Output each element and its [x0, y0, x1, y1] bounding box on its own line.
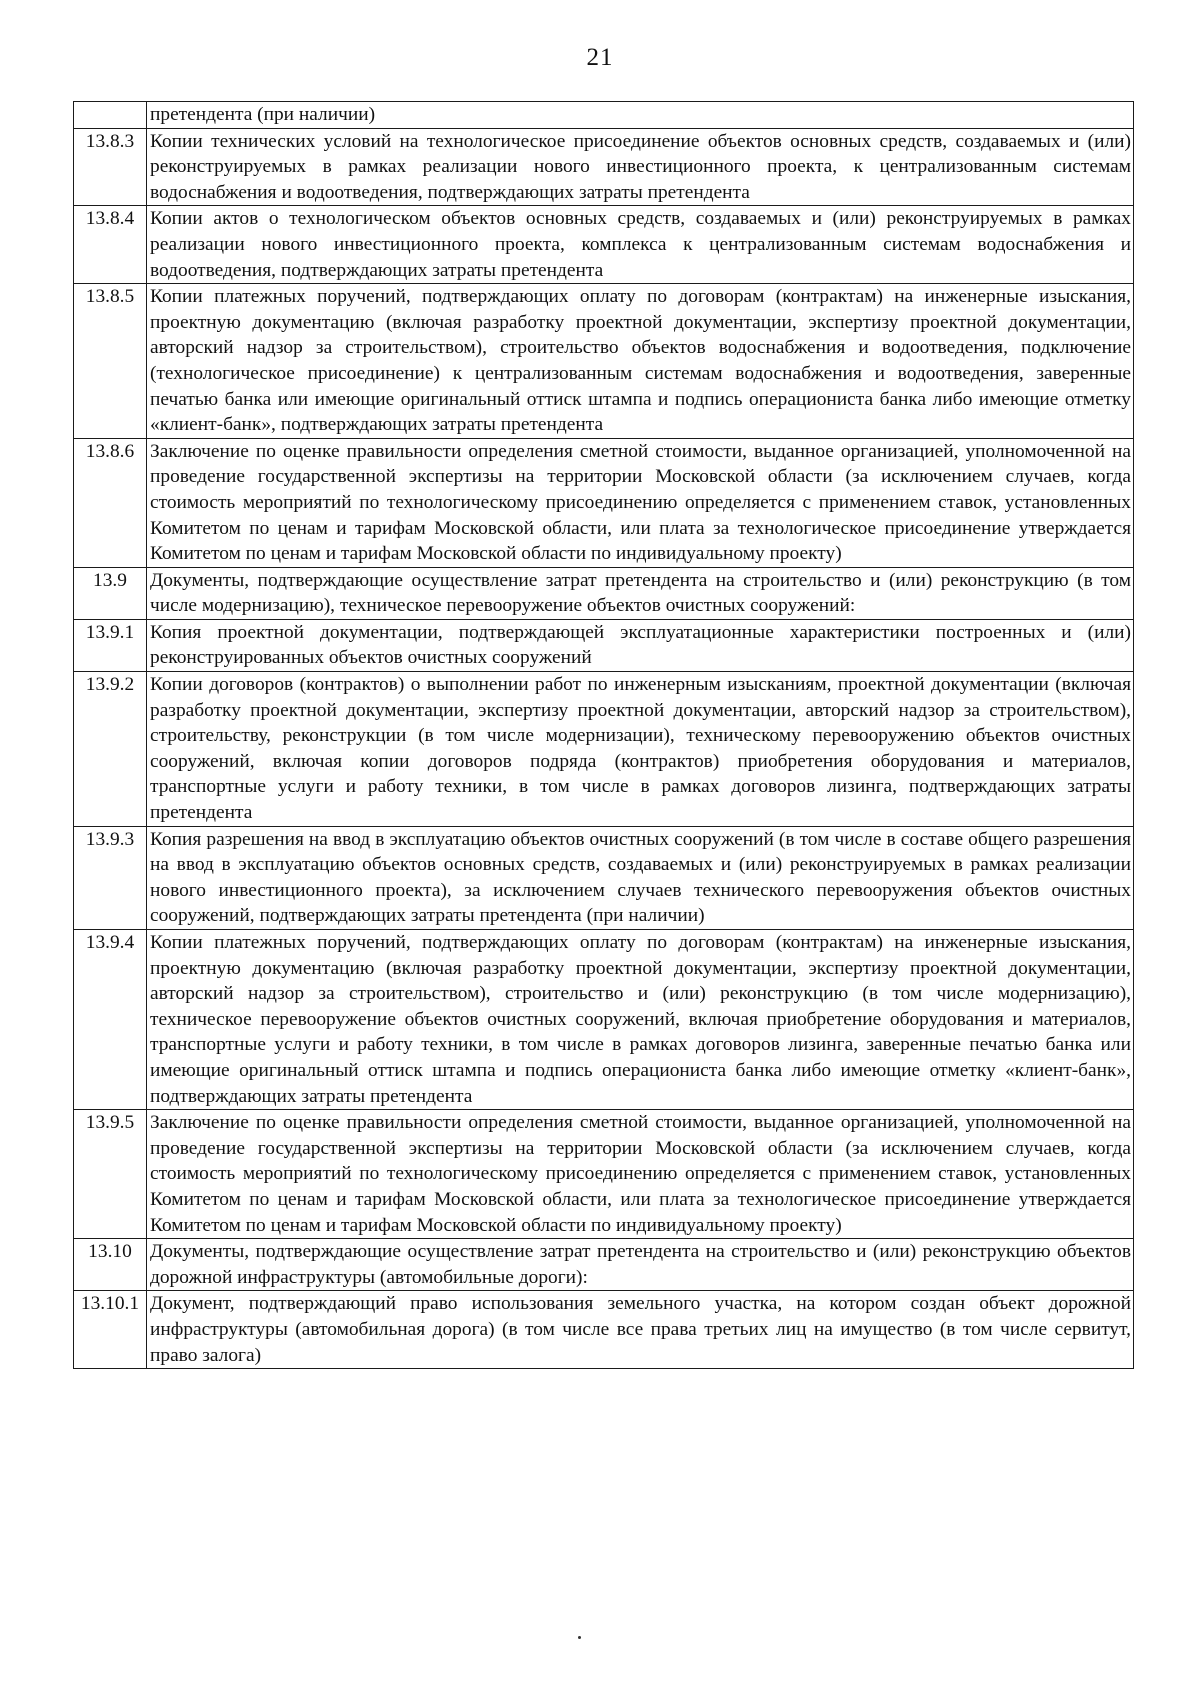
table-row [74, 128, 1134, 206]
item-number: 13.9.5 [74, 1110, 147, 1239]
item-text: Копии технических условий на технологическое присоединение объектов основных средств, создаваемых и (или) реконструируемых в рамках реализации нового инвестиционного проекта, к централизованным системам водоснабжения и водоотведения, подтверждающих затраты претендента [147, 128, 1134, 206]
item-number: 13.10.1 [74, 1291, 147, 1369]
item-text: Документы, подтверждающие осуществление затрат претендента на строительство и (или) реконструкцию (в том числе модернизацию), техническое перевооружение объектов очистных сооружений: [147, 567, 1134, 619]
item-number: 13.10 [74, 1239, 147, 1291]
item-text: Копии платежных поручений, подтверждающих оплату по договорам (контрактам) на инженерные изыскания, проектную документацию (включая разработку проектной документации, экспертизу проектной документации, авторский надзор за строительством), строительство и (или) реконструкцию (в том числе модернизацию), техническое перевооружение объектов очистных сооружений, включая приобретение оборудования и материалов, транспортные услуги и работу техники, в том числе в рамках договоров лизинга, заверенные печатью банка или имеющие оригинальный оттиск штампа и подпись операциониста банка либо имеющие отметку «клиент-банк», подтверждающих затраты претендента [147, 930, 1134, 1110]
requirements-table [73, 101, 1134, 1369]
table-row [74, 206, 1134, 284]
table-row [74, 930, 1134, 1110]
table-row [74, 1291, 1134, 1369]
table-row [74, 672, 1134, 827]
item-number: 13.9.3 [74, 826, 147, 929]
item-text: Заключение по оценке правильности определения сметной стоимости, выданное организацией, уполномоченной на проведение государственной экспертизы на территории Московской области (за исключением случаев, когда стоимость мероприятий по технологическому присоединению определяется с применением ставок, установленных Комитетом по ценам и тарифам Московской области, или плата за технологическое присоединение утверждается Комитетом по ценам и тарифам Московской области по индивидуальному проекту) [147, 438, 1134, 567]
item-number: 13.9.2 [74, 672, 147, 827]
table-row [74, 567, 1134, 619]
item-text: Копии договоров (контрактов) о выполнении работ по инженерным изысканиям, проектной документации (включая разработку проектной документации, экспертизу проектной документации, авторский надзор за строительством), строительству, реконструкции (в том числе модернизации), техническому перевооружению объектов очистных сооружений, включая копии договоров подряда (контрактов) приобретения оборудования и материалов, транспортные услуги и работу техники, в том числе в рамках договоров лизинга, подтверждающих затраты претендента [147, 672, 1134, 827]
item-text: Копия проектной документации, подтверждающей эксплуатационные характеристики построенных и (или) реконструированных объектов очистных сооружений [147, 619, 1134, 671]
item-text: Копия разрешения на ввод в эксплуатацию объектов очистных сооружений (в том числе в составе общего разрешения на ввод в эксплуатацию объектов основных средств, создаваемых и (или) реконструируемых в рамках реализации нового инвестиционного проекта), за исключением случаев технического перевооружения объектов очистных сооружений, подтверждающих затраты претендента (при наличии) [147, 826, 1134, 929]
item-text: Документы, подтверждающие осуществление затрат претендента на строительство и (или) реконструкцию объектов дорожной инфраструктуры (автомобильные дороги): [147, 1239, 1134, 1291]
table-row [74, 826, 1134, 929]
item-number: 13.9 [74, 567, 147, 619]
item-number: 13.8.3 [74, 128, 147, 206]
item-number: 13.8.4 [74, 206, 147, 284]
table-row [74, 619, 1134, 671]
item-number: 13.8.6 [74, 438, 147, 567]
table-row [74, 284, 1134, 439]
page-number: 21 [586, 44, 614, 71]
table-row [74, 1239, 1134, 1291]
table-row [74, 1110, 1134, 1239]
item-number: 13.8.5 [74, 284, 147, 439]
item-number [74, 102, 147, 129]
table-row [74, 102, 1134, 129]
item-number: 13.9.4 [74, 930, 147, 1110]
item-text: претендента (при наличии) [147, 102, 1134, 129]
scan-speck [578, 1636, 581, 1639]
item-text: Документ, подтверждающий право использования земельного участка, на котором создан объект дорожной инфраструктуры (автомобильная дорога) (в том числе все права третьих лиц на имущество (в том числе сервитут, право залога) [147, 1291, 1134, 1369]
item-text: Заключение по оценке правильности определения сметной стоимости, выданное организацией, уполномоченной на проведение государственной экспертизы на территории Московской области (за исключением случаев, когда стоимость мероприятий по технологическому присоединению определяется с применением ставок, установленных Комитетом по ценам и тарифам Московской области, или плата за технологическое присоединение утверждается Комитетом по ценам и тарифам Московской области по индивидуальному проекту) [147, 1110, 1134, 1239]
item-text: Копии актов о технологическом объектов основных средств, создаваемых и (или) реконструируемых в рамках реализации нового инвестиционного проекта, комплекса к централизованным системам водоснабжения и водоотведения, подтверждающих затраты претендента [147, 206, 1134, 284]
item-text: Копии платежных поручений, подтверждающих оплату по договорам (контрактам) на инженерные изыскания, проектную документацию (включая разработку проектной документации, экспертизу проектной документации, авторский надзор за строительством), строительство объектов водоснабжения и водоотведения, подключение (технологическое присоединение) к централизованным системам водоснабжения и водоотведения, заверенные печатью банка или имеющие оригинальный оттиск штампа и подпись операциониста банка либо имеющие отметку «клиент-банк», подтверждающих затраты претендента [147, 284, 1134, 439]
table-row [74, 438, 1134, 567]
item-number: 13.9.1 [74, 619, 147, 671]
